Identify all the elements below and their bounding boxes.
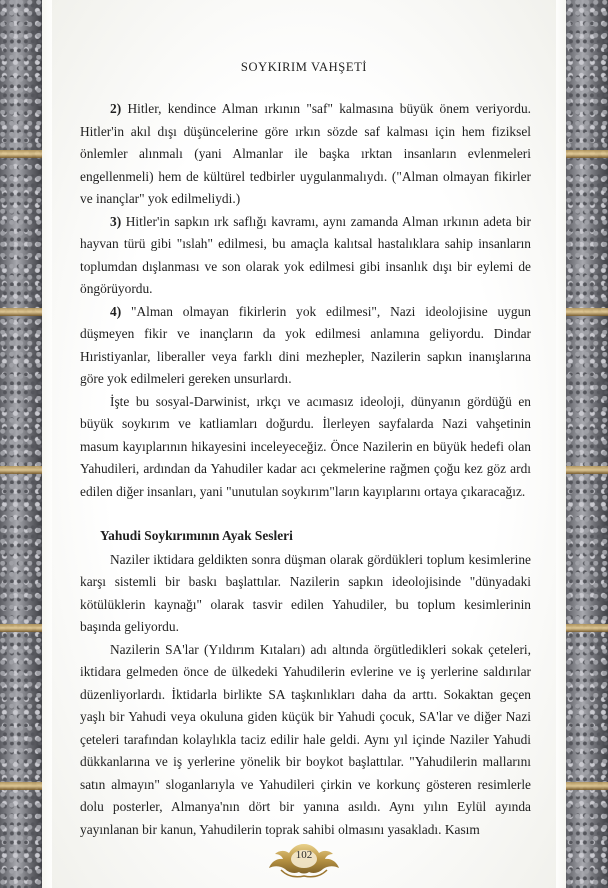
paragraph-conclusion — [80, 391, 531, 504]
gold-scroll-ornament-icon — [259, 840, 349, 880]
paragraph-point-3 — [80, 211, 531, 301]
section-paragraph: Naziler iktidara geldikten sonra düşman olarak gördükleri toplum kesimlerine karşı sistemli bir baskı başlattılar. Nazilerin sapkın ideolojisinde "dünyadaki kötülüklerin kaynağı" olarak tasvir edilen Yahudiler, bu toplum kesimlerinin başında geliyordu. — [80, 551, 531, 634]
paragraph-text: "Alman olmayan fikirlerin yok edilmesi", Nazi ideolojisine uygun düşmeyen fikir ve inançların da yok edilmesi anlamına geliyordu. Dindar Hıristiyanlar, liberaller veya farklı dini mezhepler, Nazilerin sapkın inanışlarına göre yok edilmeleri gereken unsurlardı. — [80, 303, 531, 386]
paragraph-point-4 — [80, 301, 531, 391]
section-paragraph: Nazilerin SA'lar (Yıldırım Kıtaları) adı altında örgütledikleri sokak çeteleri, iktidara gelmeden önce de ülkedeki Yahudilerin evlerine ve iş yerlerine saldırılar düzenliyorlardı. İktidarla birlikte SA taşkınlıkları daha da arttı. Sokaktan geçen yaşlı bir Yahudi veya okuluna giden küçük bir Yahudi çocuk, SA'lar ve diğer Nazi çeteleri tarafından kolaylıkla taciz edilir hale geldi. Aynı yıl içinde Naziler Yahudi dükkanlarına ve iş yerlerine yönelik bir boykot başlattılar. "Yahudilerin mallarını satın almayın" sloganlarıyla ve Yahudileri çirkin ve korkunç gösteren resimlerle dolu posterler, Almanya'nın dört bir yanına asıldı. Aynı yılın Eylül ayında yayınlanan bir kanun, Yahudilerin toprak sahibi olmasını yasakladı. Kasım — [80, 641, 531, 837]
left-marble-column — [0, 0, 42, 888]
paragraph-text: Hitler'in sapkın ırk saflığı kavramı, aynı zamanda Alman ırkının adeta bir hayvan türü gibi "ıslah" edilmesi, bu amaçla kalıtsal hastalıklara sahip insanların toplumdan dışlanması ve son olarak yok edilmesi gibi insanlık dışı bir eylemi de öngörüyordu. — [80, 213, 531, 296]
paragraph-text: Hitler, kendince Alman ırkının "saf" kalmasına büyük önem veriyordu. Hitler'in akıl dışı düşüncelerine göre ırkın sözde saf kalması için hem fiziksel önlemler alınmalı (yani Almanlar ile başka ırktan insanların evlenmeleri engellenmeli) hem de kültürel tedbirler uygulanmalıydı. ("Alman olmayan fikirler ve inançlar" yok edilmeliydi.) — [80, 101, 531, 206]
right-column-edge — [556, 0, 566, 888]
right-marble-column — [566, 0, 608, 888]
page-number: 102 — [295, 849, 313, 861]
left-column-edge — [42, 0, 52, 888]
paragraph-point-2 — [80, 98, 531, 211]
section-heading: Yahudi Soykırımının Ayak Sesleri — [100, 528, 293, 543]
page-footer — [0, 840, 608, 888]
paragraph-text: İşte bu sosyal-Darwinist, ırkçı ve acımasız ideoloji, dünyanın gördüğü en büyük soykırım ve katliamları doğurdu. İlerleyen sayfalarda Nazi vahşetinin masum kayıplarının hikayesini inceleyeceğiz. Önce Nazilerin en büyük hedefi olan Yahudileri, ardından da Yahudiler kadar acı çekmelerine rağmen çoğu kez göz ardı edilen diğer insanları, yani "unutulan soykırım"ların kayıplarını ortaya çıkaracağız. — [80, 393, 531, 499]
body-text — [80, 98, 531, 841]
point-number: 2) — [110, 101, 122, 116]
running-header: SOYKIRIM VAHŞETİ — [240, 60, 368, 74]
point-number: 4) — [110, 303, 122, 319]
point-number: 3) — [110, 213, 122, 229]
